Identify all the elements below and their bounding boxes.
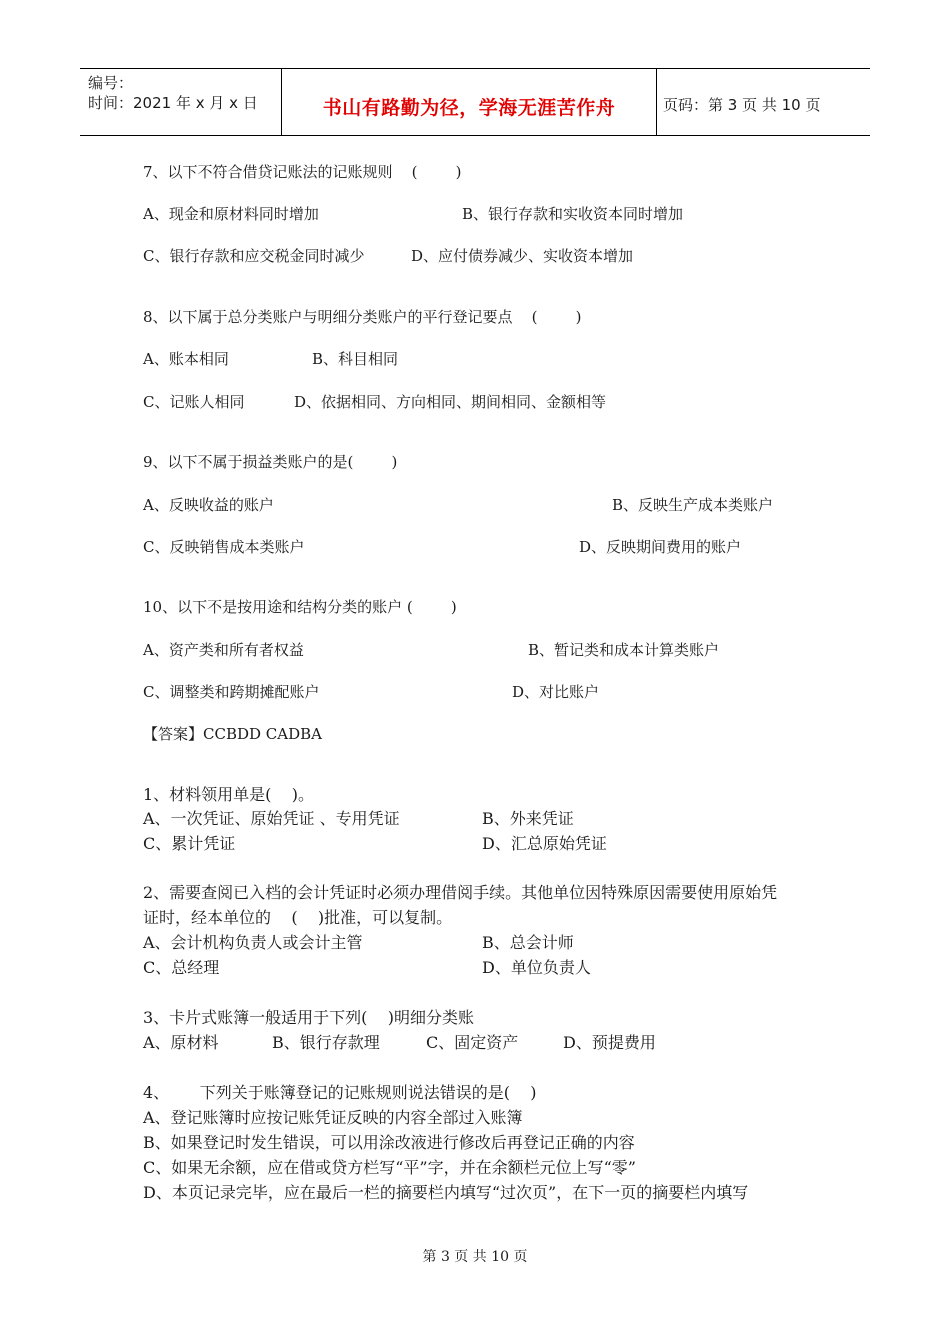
part2-question-2-option-c: C、总经理 <box>143 958 220 977</box>
part2-question-1-option-d: D、汇总原始凭证 <box>482 834 607 853</box>
part2-question-1-option-c: C、累计凭证 <box>143 834 236 853</box>
part2-question-4-option-b: B、如果登记时发生错误，可以用涂改液进行修改后再登记正确的内容 <box>143 1133 635 1152</box>
header-info-cell <box>80 69 282 135</box>
question-7-option-a: A、现金和原材料同时增加 <box>143 205 319 223</box>
part2-question-3-option-d: D、预提费用 <box>563 1033 656 1052</box>
page-header <box>80 68 870 136</box>
answer-line: 【答案】CCBDD CADBA <box>143 725 322 743</box>
question-8-option-d: D、依据相同、方向相同、期间相同、金额相等 <box>294 393 607 411</box>
question-8-option-a: A、账本相同 <box>143 350 229 368</box>
page-number-label: 页码：第 3 页 共 10 页 <box>663 96 821 114</box>
question-7-stem: 7、以下不符合借贷记账法的记账规则 ( ) <box>143 163 462 181</box>
question-9-option-a: A、反映收益的账户 <box>143 496 274 514</box>
question-10-option-d: D、对比账户 <box>512 683 600 701</box>
page-footer: 第 3 页 共 10 页 <box>422 1249 528 1265</box>
header-motto-cell <box>282 69 657 135</box>
part2-question-3-stem: 3、卡片式账簿一般适用于下列( )明细分类账 <box>143 1008 475 1027</box>
part2-question-4-option-d: D、本页记录完毕，应在最后一栏的摘要栏内填写“过次页”，在下一页的摘要栏内填写 <box>143 1183 749 1202</box>
question-9-option-c: C、反映销售成本类账户 <box>143 538 305 556</box>
part2-question-2-option-a: A、会计机构负责人或会计主管 <box>143 933 363 952</box>
question-7-option-c: C、银行存款和应交税金同时减少 <box>143 247 365 265</box>
motto: 书山有路勤为径，学海无涯苦作舟 <box>322 97 616 119</box>
question-9-stem: 9、以下不属于损益类账户的是( ) <box>143 453 398 471</box>
part2-question-1-stem: 1、材料领用单是( )。 <box>143 785 315 804</box>
part2-question-4-stem: 4、 下列关于账簿登记的记账规则说法错误的是( ) <box>143 1083 537 1102</box>
part2-question-2-option-d: D、单位负责人 <box>482 958 591 977</box>
question-10-stem: 10、以下不是按用途和结构分类的账户 ( ) <box>143 598 457 616</box>
doc-code-label: 编号： <box>88 74 134 92</box>
part2-question-2-stem-line1: 2、需要查阅已入档的会计凭证时必须办理借阅手续。其他单位因特殊原因需要使用原始凭 <box>143 883 778 902</box>
part2-question-4-option-c: C、如果无余额，应在借或贷方栏写“平”字，并在余额栏元位上写“零” <box>143 1158 636 1177</box>
question-10-option-c: C、调整类和跨期摊配账户 <box>143 683 320 701</box>
part2-question-3-option-a: A、原材料 <box>143 1033 219 1052</box>
question-7-option-b: B、银行存款和实收资本同时增加 <box>462 205 684 223</box>
question-10-option-a: A、资产类和所有者权益 <box>143 641 304 659</box>
question-8-option-b: B、科目相同 <box>312 350 399 368</box>
question-9-option-d: D、反映期间费用的账户 <box>579 538 742 556</box>
header-page-cell <box>657 69 870 135</box>
part2-question-4-option-a: A、登记账簿时应按记账凭证反映的内容全部过入账簿 <box>143 1108 523 1127</box>
part2-question-2-stem-line2: 证时，经本单位的 ( )批准，可以复制。 <box>143 908 453 927</box>
part2-question-1-option-b: B、外来凭证 <box>482 809 574 828</box>
part2-question-2-option-b: B、总会计师 <box>482 933 574 952</box>
part2-question-3-option-b: B、银行存款理 <box>272 1033 380 1052</box>
question-8-option-c: C、记账人相同 <box>143 393 245 411</box>
question-7-option-d: D、应付债券减少、实收资本增加 <box>411 247 634 265</box>
part2-question-1-option-a: A、一次凭证、原始凭证 、专用凭证 <box>143 809 400 828</box>
doc-time-label: 时间：2021 年 x 月 x 日 <box>88 94 258 112</box>
question-9-option-b: B、反映生产成本类账户 <box>612 496 774 514</box>
part2-question-3-option-c: C、固定资产 <box>426 1033 519 1052</box>
question-10-option-b: B、暂记类和成本计算类账户 <box>528 641 720 659</box>
question-8-stem: 8、以下属于总分类账户与明细分类账户的平行登记要点 ( ) <box>143 308 582 326</box>
